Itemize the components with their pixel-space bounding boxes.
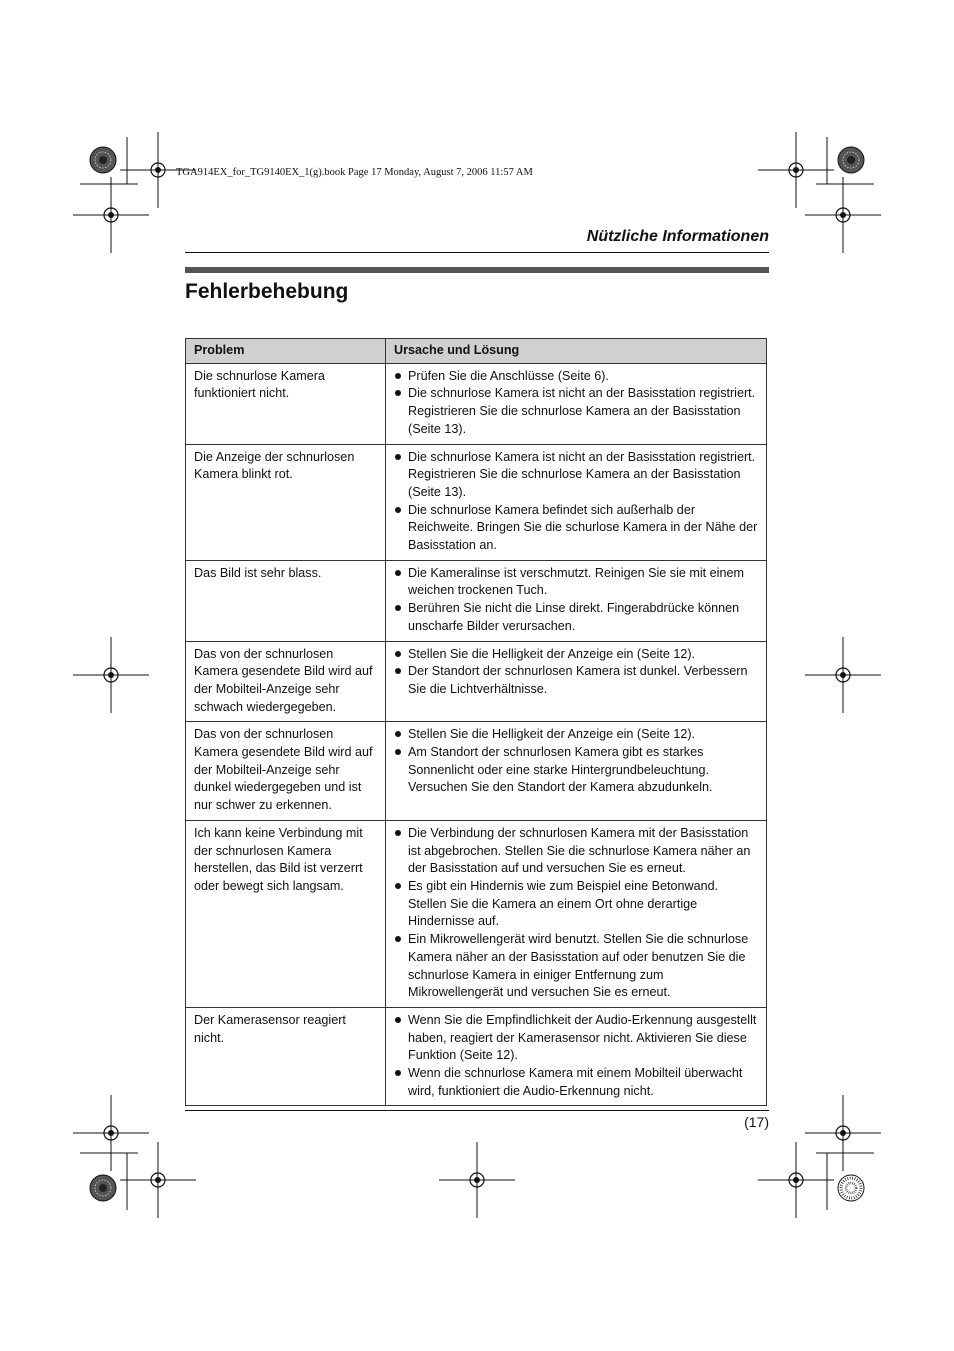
solution-cell <box>386 444 767 560</box>
solution-item: Der Standort der schnurlosen Kamera ist dunkel. Verbessern Sie die Lichtverhältnisse. <box>394 663 758 698</box>
solution-list <box>394 726 758 797</box>
problem-cell: Ich kann keine Verbindung mit der schnurlosen Kamera herstellen, das Bild ist verzerrt oder bewegt sich langsam. <box>186 820 386 1007</box>
solution-item: Stellen Sie die Helligkeit der Anzeige ein (Seite 12). <box>394 726 758 744</box>
solution-cell <box>386 722 767 821</box>
crop-mark-bottom-left <box>73 1095 196 1218</box>
column-header-problem: Problem <box>186 339 386 364</box>
header-rule <box>185 252 769 253</box>
section-title: Nützliche Informationen <box>586 228 769 245</box>
problem-cell: Das Bild ist sehr blass. <box>186 560 386 641</box>
table-row <box>186 363 767 444</box>
solution-item: Am Standort der schnurlosen Kamera gibt es starkes Sonnenlicht oder eine starke Hintergrundbeleuchtung. Versuchen Sie den Standort der Kamera abzudunkeln. <box>394 744 758 797</box>
print-job-line: TGA914EX_for_TG9140EX_1(g).book Page 17 Monday, August 7, 2006 11:57 AM <box>176 167 533 178</box>
solution-item: Die schnurlose Kamera ist nicht an der Basisstation registriert. Registrieren Sie die schnurlose Kamera an der Basisstation (Seite 13). <box>394 449 758 502</box>
table-row <box>186 1007 767 1106</box>
solution-list <box>394 646 758 699</box>
solution-item: Es gibt ein Hindernis wie zum Beispiel eine Betonwand. Stellen Sie die Kamera an einem Ort ohne derartige Hindernisse auf. <box>394 878 758 931</box>
crop-mark-top-right <box>758 132 881 253</box>
problem-cell: Der Kamerasensor reagiert nicht. <box>186 1007 386 1106</box>
solution-item: Ein Mikrowellengerät wird benutzt. Stellen Sie die schnurlose Kamera näher an der Basisstation auf oder benutzen Sie die schnurlose Kamera in einiger Entfernung zum Mikrowellengerät und versuchen Sie es erneut. <box>394 931 758 1002</box>
solution-item: Die Kameralinse ist verschmutzt. Reinigen Sie sie mit einem weichen trockenen Tuch. <box>394 565 758 600</box>
solution-cell <box>386 820 767 1007</box>
solution-cell <box>386 560 767 641</box>
problem-cell: Die Anzeige der schnurlosen Kamera blinkt rot. <box>186 444 386 560</box>
solution-list <box>394 368 758 439</box>
crop-mark-mid-left <box>73 637 149 713</box>
solution-cell <box>386 363 767 444</box>
solution-cell <box>386 641 767 722</box>
crop-mark-bottom-right <box>758 1095 881 1218</box>
table-row <box>186 722 767 821</box>
solution-item: Prüfen Sie die Anschlüsse (Seite 6). <box>394 368 758 386</box>
table-row <box>186 444 767 560</box>
solution-item: Die Verbindung der schnurlosen Kamera mit der Basisstation ist abgebrochen. Stellen Sie die schnurlose Kamera näher an der Basisstation auf und versuchen Sie es erneut. <box>394 825 758 878</box>
solution-item: Die schnurlose Kamera befindet sich außerhalb der Reichweite. Bringen Sie die schurlose Kamera in der Nähe der Basisstation an. <box>394 502 758 555</box>
solution-item: Die schnurlose Kamera ist nicht an der Basisstation registriert. Registrieren Sie die schnurlose Kamera an der Basisstation (Seite 13). <box>394 385 758 438</box>
footer-rule <box>185 1110 769 1111</box>
column-header-solution: Ursache und Lösung <box>386 339 767 364</box>
crop-mark-mid-right <box>805 637 881 713</box>
crop-mark-bottom-center <box>439 1142 515 1218</box>
solution-list <box>394 825 758 1002</box>
solution-list <box>394 1012 758 1101</box>
title-bar <box>185 267 769 273</box>
table-row <box>186 820 767 1007</box>
solution-item: Wenn Sie die Empfindlichkeit der Audio-Erkennung ausgestellt haben, reagiert der Kamerasensor nicht. Aktivieren Sie diese Funktion (Seite 12). <box>394 1012 758 1065</box>
troubleshooting-table <box>185 338 767 1106</box>
table-row <box>186 560 767 641</box>
solution-list <box>394 449 758 555</box>
problem-cell: Das von der schnurlosen Kamera gesendete Bild wird auf der Mobilteil-Anzeige sehr schwach wiedergegeben. <box>186 641 386 722</box>
table-row <box>186 641 767 722</box>
problem-cell: Das von der schnurlosen Kamera gesendete Bild wird auf der Mobilteil-Anzeige sehr dunkel wiedergegeben und ist nur schwer zu erkennen. <box>186 722 386 821</box>
solution-item: Berühren Sie nicht die Linse direkt. Fingerabdrücke können unscharfe Bilder verursachen. <box>394 600 758 635</box>
solution-item: Stellen Sie die Helligkeit der Anzeige ein (Seite 12). <box>394 646 758 664</box>
solution-list <box>394 565 758 636</box>
solution-item: Wenn die schnurlose Kamera mit einem Mobilteil überwacht wird, funktioniert die Audio-Erkennung nicht. <box>394 1065 758 1100</box>
crop-mark-top-left <box>73 132 196 253</box>
page-title: Fehlerbehebung <box>185 280 349 303</box>
solution-cell <box>386 1007 767 1106</box>
table-header-row <box>186 339 767 364</box>
table-body <box>186 363 767 1106</box>
page-number: (17) <box>744 1114 769 1130</box>
problem-cell: Die schnurlose Kamera funktioniert nicht. <box>186 363 386 444</box>
